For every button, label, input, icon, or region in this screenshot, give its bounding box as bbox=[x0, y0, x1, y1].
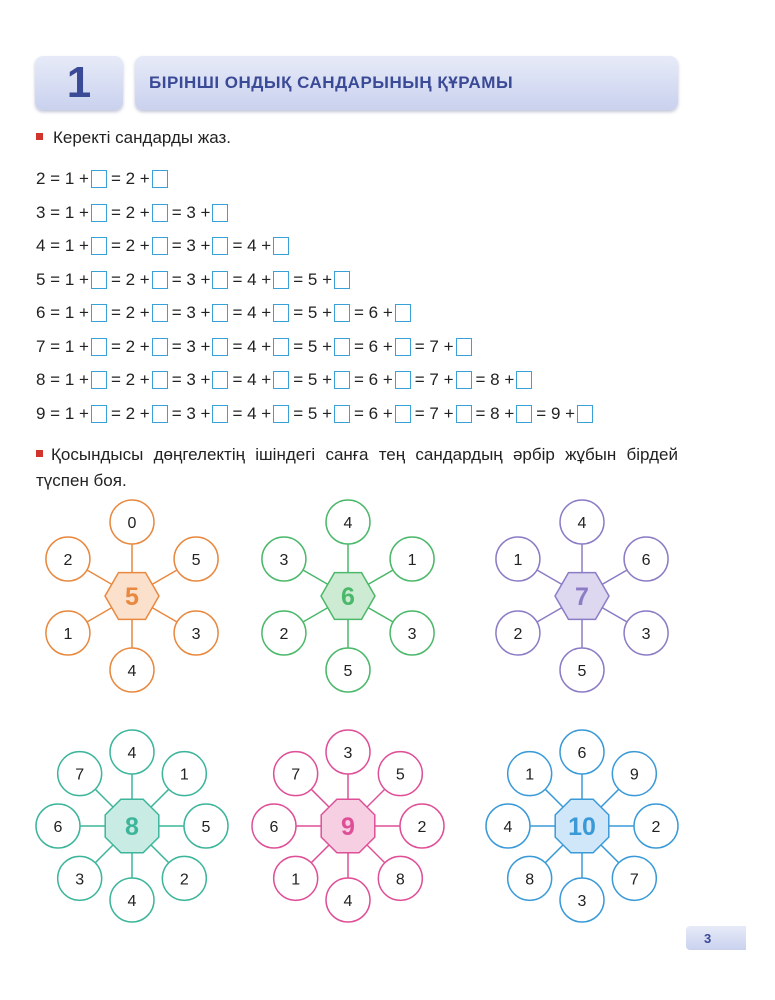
page-number: 3 bbox=[704, 930, 712, 946]
flower-petal-number: 5 bbox=[395, 766, 405, 784]
equation-text: = 9 + bbox=[536, 403, 576, 423]
flower-center-number: 10 bbox=[568, 813, 596, 841]
equation-text: = 4 + bbox=[232, 236, 272, 255]
flower-petal-number: 2 bbox=[179, 871, 189, 889]
flower-petal-number: 2 bbox=[417, 819, 427, 836]
equation-text: = 3 + bbox=[171, 403, 211, 423]
flower-petal-number: 3 bbox=[407, 626, 417, 643]
flower-petal-number: 3 bbox=[343, 745, 353, 762]
equation-text: = 4 + bbox=[232, 403, 272, 423]
equation-text: = 3 + bbox=[171, 236, 211, 255]
flower-petal-number: 1 bbox=[291, 871, 301, 889]
number-flower bbox=[46, 500, 218, 692]
flower-petal-number: 5 bbox=[191, 552, 201, 569]
flower-petal-number: 2 bbox=[279, 626, 289, 643]
flower-petal-number: 6 bbox=[269, 819, 279, 836]
flower-petal-number: 2 bbox=[63, 552, 73, 569]
equation-text: = 6 + bbox=[354, 336, 393, 356]
flower-center-number: 7 bbox=[575, 583, 589, 611]
equation-text: 5 = 1 + bbox=[36, 269, 89, 289]
number-flower bbox=[496, 500, 668, 692]
flower-petal-number: 6 bbox=[577, 745, 587, 762]
equation-text: 6 = 1 + bbox=[36, 303, 89, 322]
flower-petal-number: 7 bbox=[291, 766, 301, 784]
number-flower bbox=[36, 730, 228, 922]
number-flower bbox=[486, 730, 678, 922]
flower-center-number: 9 bbox=[341, 813, 355, 841]
flower-petal-number: 3 bbox=[75, 871, 85, 889]
equation-text: = 5 + bbox=[293, 336, 332, 356]
equation-text: = 3 + bbox=[171, 303, 211, 322]
equation-text: = 2 + bbox=[110, 303, 150, 322]
flower-petal-number: 1 bbox=[513, 552, 523, 569]
lesson-title: БІРІНШІ ОНДЫҚ САНДАРЫНЫҢ ҚҰРАМЫ bbox=[149, 73, 514, 92]
flower-petal-number: 3 bbox=[577, 893, 587, 910]
equation-text: = 2 + bbox=[110, 269, 150, 289]
flower-center-number: 5 bbox=[125, 583, 139, 611]
flower-center-number: 8 bbox=[125, 813, 139, 841]
equation-text: 9 = 1 + bbox=[36, 403, 89, 423]
flower-petal-number: 5 bbox=[343, 663, 353, 680]
flower-petal-number: 4 bbox=[127, 745, 137, 762]
flower-petal-number: 0 bbox=[127, 515, 137, 532]
equation-text: = 3 + bbox=[171, 202, 211, 222]
equation-text: = 2 + bbox=[110, 236, 150, 255]
flower-petal-number: 3 bbox=[279, 552, 289, 569]
equation-text: 3 = 1 + bbox=[36, 202, 89, 222]
flower-petal-number: 4 bbox=[503, 819, 513, 836]
equation-text: = 3 + bbox=[171, 336, 211, 356]
equation-text: = 2 + bbox=[110, 169, 150, 188]
page-number-tab bbox=[686, 926, 746, 950]
flower-petal-number: 3 bbox=[641, 626, 651, 643]
flower-petal-number: 4 bbox=[127, 893, 137, 910]
equation-text: = 2 + bbox=[110, 403, 150, 423]
equation-text: = 5 + bbox=[293, 370, 332, 389]
equation-text: = 6 + bbox=[354, 370, 393, 389]
flower-petal-number: 2 bbox=[651, 819, 661, 836]
flower-petal-number: 1 bbox=[63, 626, 73, 643]
equation-text: = 3 + bbox=[171, 269, 211, 289]
number-flower bbox=[262, 500, 434, 692]
equation-text: = 5 + bbox=[293, 269, 332, 289]
flower-petal-number: 1 bbox=[407, 552, 417, 569]
equation-text: = 7 + bbox=[414, 336, 454, 356]
equation-text: = 4 + bbox=[232, 303, 272, 322]
flower-petal-number: 2 bbox=[513, 626, 523, 643]
equation-text: = 2 + bbox=[110, 370, 150, 389]
equation-text: = 4 + bbox=[232, 370, 272, 389]
flower-petal-number: 1 bbox=[525, 766, 535, 784]
flower-petal-number: 6 bbox=[53, 819, 63, 836]
equation-text: = 4 + bbox=[232, 269, 272, 289]
flower-petal-number: 4 bbox=[577, 515, 587, 532]
equation-text: 4 = 1 + bbox=[36, 236, 89, 255]
equation-text: 7 = 1 + bbox=[36, 336, 89, 356]
flower-petal-number: 3 bbox=[191, 626, 201, 643]
flower-petal-number: 5 bbox=[201, 819, 211, 836]
flower-petal-number: 4 bbox=[343, 515, 353, 532]
flower-petal-number: 7 bbox=[75, 766, 85, 784]
lesson-number: 1 bbox=[66, 58, 92, 107]
flower-petal-number: 4 bbox=[343, 893, 353, 910]
equation-text: = 6 + bbox=[354, 403, 393, 423]
equation-text: 2 = 1 + bbox=[36, 169, 89, 188]
flower-petal-number: 5 bbox=[577, 663, 587, 680]
task2-instruction-text: Қосындысы дөңгелектің ішіндегі санға тең сандардың әрбір жұбын бірдей түспен боя. bbox=[36, 445, 678, 490]
equation-text: = 3 + bbox=[171, 370, 211, 389]
equation-text: = 7 + bbox=[414, 370, 454, 389]
flower-petal-number: 4 bbox=[127, 663, 137, 680]
flower-petal-number: 1 bbox=[179, 766, 189, 784]
equation-text: = 6 + bbox=[354, 303, 393, 322]
equation-text: = 7 + bbox=[414, 403, 454, 423]
flower-petal-number: 8 bbox=[395, 871, 405, 889]
equation-text: = 5 + bbox=[293, 403, 332, 423]
flower-petal-number: 7 bbox=[629, 871, 639, 889]
equation-text: = 4 + bbox=[232, 336, 272, 356]
flower-petal-number: 9 bbox=[629, 766, 639, 784]
number-flower bbox=[252, 730, 444, 922]
flower-petal-number: 8 bbox=[525, 871, 535, 889]
flower-center-number: 6 bbox=[341, 583, 355, 611]
task1-instruction-text: Керекті сандарды жаз. bbox=[53, 128, 231, 147]
equation-text: = 2 + bbox=[110, 202, 150, 222]
equation-text: = 5 + bbox=[293, 303, 332, 322]
equation-text: = 8 + bbox=[475, 370, 515, 389]
equation-text: = 2 + bbox=[110, 336, 150, 356]
equation-text: 8 = 1 + bbox=[36, 370, 89, 389]
equation-text: = 8 + bbox=[475, 403, 515, 423]
flower-petal-number: 6 bbox=[641, 552, 651, 569]
